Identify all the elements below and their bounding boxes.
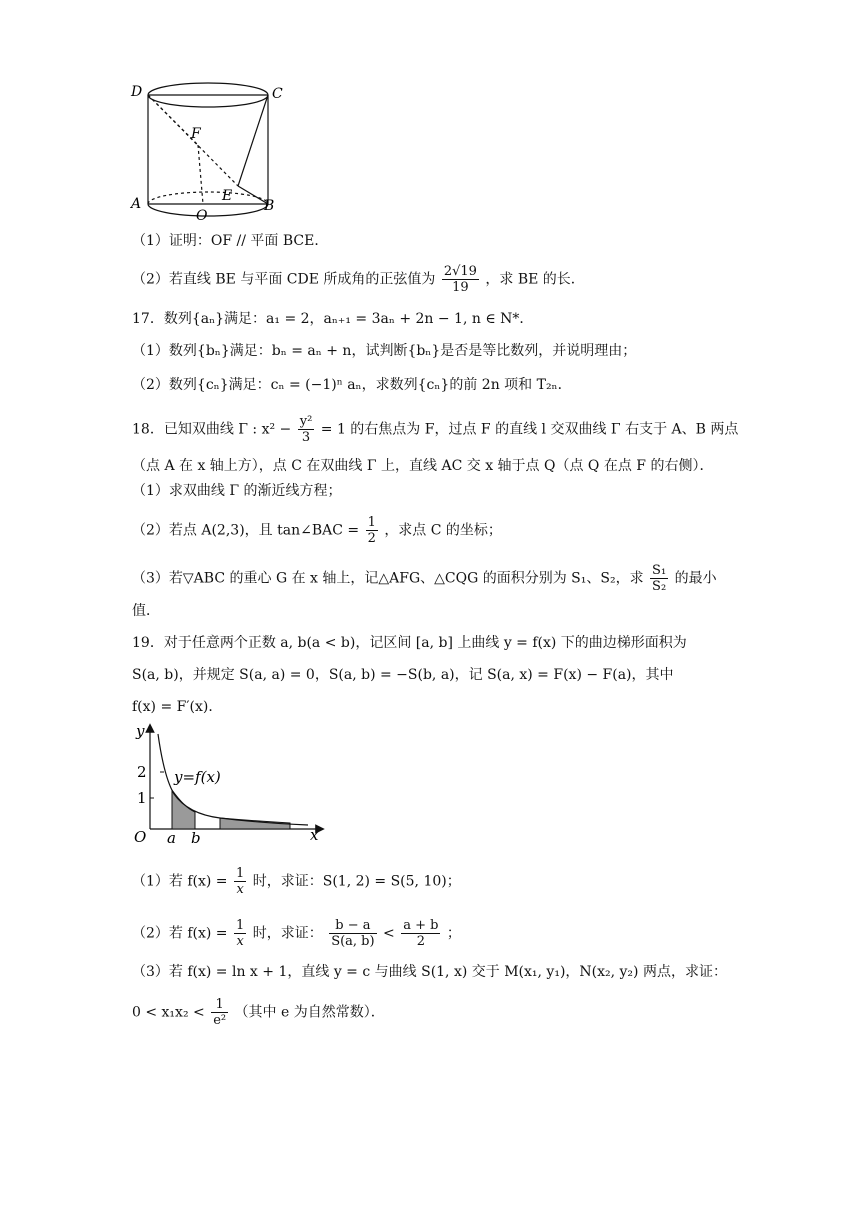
- b-label: b: [191, 829, 201, 847]
- tick-2-label: 2: [137, 763, 147, 781]
- q19-part3-cont: [132, 997, 385, 1028]
- q17-stem: 17．数列{aₙ}满足：a₁ = 2，aₙ₊₁ = 3aₙ + 2n − 1, n ∈ N*．: [132, 311, 534, 327]
- q19-p3-num: 1: [211, 997, 228, 1013]
- y-axis-label: y: [136, 722, 145, 740]
- q19-p2-fraction3: [401, 918, 440, 949]
- q18-frac-den: 3: [301, 430, 311, 445]
- q18-stem: [132, 414, 738, 445]
- q18-tan-fraction: [366, 515, 378, 546]
- q19-p2-den2: S(a, b): [331, 934, 375, 949]
- q16-part1: （1）证明：OF // 平面 BCE．: [132, 233, 329, 249]
- q19-p3-den: e²: [213, 1013, 227, 1028]
- q18-part2-a: （2）若点 A(2,3)，且 tan∠BAC =: [132, 522, 360, 539]
- q19-p2-less-than: <: [383, 925, 395, 942]
- q19-part1-a: （1）若 f(x) =: [132, 873, 228, 890]
- q19-p2-fraction2: [329, 918, 376, 949]
- q18-ratio-den: S₂: [652, 579, 667, 594]
- q18-ratio-num: S₁: [652, 563, 667, 578]
- q16-part2-text: （2）若直线 BE 与平面 CDE 所成角的正弦值为: [132, 271, 436, 288]
- label-F: F: [191, 126, 201, 142]
- q19-p1-fraction: [234, 866, 246, 897]
- q18-stem2: （点 A 在 x 轴上方），点 C 在双曲线 Γ 上，直线 AC 交 x 轴于点 Q（点 Q 在点 F 的右侧）．: [132, 458, 714, 474]
- origin-label: O: [134, 828, 147, 846]
- label-E: E: [222, 188, 233, 204]
- q19-part1: [132, 866, 461, 897]
- q17-part2: （2）数列{cₙ}满足：cₙ = (−1)ⁿ aₙ，求数列{cₙ}的前 2n 项和 T₂ₙ．: [132, 377, 572, 393]
- label-C: C: [272, 86, 283, 102]
- q18-hyperbola-fraction: [298, 414, 315, 445]
- label-O: O: [196, 208, 208, 223]
- q19-p2-num2: b − a: [329, 918, 376, 934]
- q17-part1: （1）数列{bₙ}满足：bₙ = aₙ + n，试判断{bₙ}是否是等比数列，并说明理由；: [132, 343, 637, 359]
- q18-ratio-fraction: [650, 563, 668, 594]
- cylinder-figure: [125, 78, 295, 223]
- q16-part2: [132, 264, 585, 295]
- q18-part3-a: （3）若▽ABC 的重心 G 在 x 轴上，记△AFG、△CQG 的面积分别为 S₁、S₂，求: [132, 570, 644, 587]
- a-label: a: [167, 829, 176, 847]
- q19-p1-num: 1: [236, 866, 245, 881]
- tick-1-label: 1: [137, 789, 147, 807]
- label-A: A: [131, 196, 142, 212]
- q19-p2-den3: 2: [416, 934, 425, 949]
- curve-label: y=f(x): [174, 768, 221, 786]
- q16-sine-denominator: 19: [452, 280, 469, 295]
- q19-p2-fraction1: [234, 918, 246, 949]
- label-D: D: [131, 84, 143, 100]
- q19-part1-b: 时，求证：S(1, 2) = S(5, 10)；: [252, 873, 461, 890]
- label-B: B: [264, 198, 275, 214]
- q18-part1: （1）求双曲线 Γ 的渐近线方程；: [132, 483, 342, 499]
- q18-tan-den: 2: [367, 531, 376, 546]
- q19-p2-num1: 1: [236, 918, 245, 933]
- q18-stem-b: = 1 的右焦点为 F，过点 F 的直线 l 交双曲线 Γ 右支于 A、B 两点: [320, 421, 739, 438]
- q19-part2-c: ；: [446, 925, 461, 942]
- q18-frac-num: y²: [299, 414, 313, 429]
- q19-part3: （3）若 f(x) = ln x + 1，直线 y = c 与曲线 S(1, x) 交于 M(x₁, y₁)，N(x₂, y₂) 两点，求证：: [132, 964, 727, 980]
- q18-part3-b: 的最小: [674, 570, 717, 587]
- q16-part2-end: ，求 BE 的长．: [485, 271, 585, 288]
- q18-part2: [132, 515, 502, 546]
- q18-part2-b: ，求点 C 的坐标；: [384, 522, 502, 539]
- q19-p3-fraction: [211, 997, 228, 1028]
- q19-part3b-b: （其中 e 为自然常数）．: [234, 1004, 385, 1021]
- q16-sine-numerator: 2√19: [443, 264, 477, 279]
- q19-part2: [132, 918, 461, 949]
- q19-part2-a: （2）若 f(x) =: [132, 925, 228, 942]
- q18-part3-cont: 值．: [132, 603, 160, 619]
- q19-part3b-a: 0 < x₁x₂ <: [132, 1004, 205, 1021]
- q19-stem1: 19．对于任意两个正数 a, b(a < b)，记区间 [a, b] 上曲线 y = f(x) 下的曲边梯形面积为: [132, 635, 687, 651]
- q18-part3: [132, 563, 717, 594]
- q19-stem3: f(x) = F′(x)．: [132, 699, 223, 715]
- q19-p2-den1: x: [236, 934, 244, 949]
- x-axis-label: x: [310, 826, 319, 844]
- q19-stem2: S(a, b)，并规定 S(a, a) = 0，S(a, b) = −S(b, a)，记 S(a, x) = F(x) − F(a)，其中: [132, 667, 674, 683]
- q16-sine-fraction: [442, 264, 479, 295]
- q19-part2-b: 时，求证：: [252, 925, 323, 942]
- q18-tan-num: 1: [367, 515, 376, 530]
- q18-stem-a: 18．已知双曲线 Γ : x² −: [132, 421, 292, 438]
- curve-figure: [130, 722, 330, 847]
- q19-p2-num3: a + b: [403, 918, 439, 933]
- q19-p1-den: x: [236, 882, 244, 897]
